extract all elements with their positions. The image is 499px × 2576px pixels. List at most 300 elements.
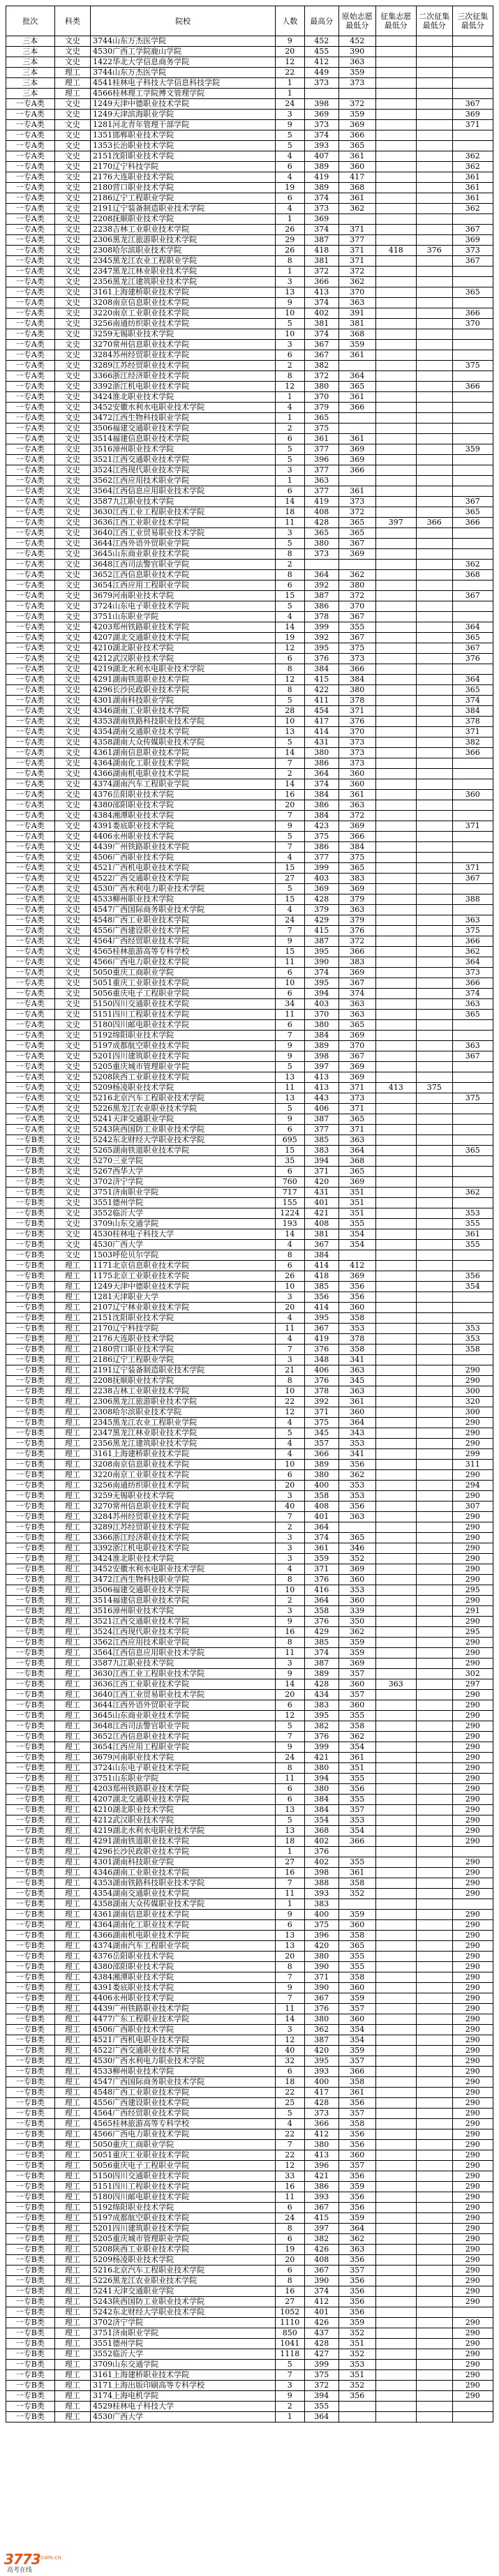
batch-cell: 一专A类 bbox=[6, 863, 55, 874]
second-min-cell bbox=[416, 507, 452, 518]
second-min-cell bbox=[416, 1428, 452, 1439]
category-cell: 文史 bbox=[54, 1146, 91, 1156]
second-min-cell bbox=[416, 989, 452, 999]
category-cell: 文史 bbox=[54, 1051, 91, 1062]
original-min-cell: 379 bbox=[338, 894, 375, 905]
supplement-min-cell bbox=[375, 1826, 416, 1836]
category-cell: 文史 bbox=[54, 225, 91, 235]
max-score-cell: 380 bbox=[304, 2014, 338, 2025]
table-row bbox=[6, 1941, 493, 1952]
third-min-cell: 290 bbox=[452, 2297, 493, 2307]
original-min-cell: 381 bbox=[338, 319, 375, 329]
category-cell: 文史 bbox=[54, 915, 91, 926]
supplement-min-cell bbox=[375, 1146, 416, 1156]
max-score-cell: 377 bbox=[304, 1125, 338, 1135]
category-cell: 理工 bbox=[54, 1648, 91, 1658]
table-row bbox=[6, 1250, 493, 1261]
original-min-cell: 367 bbox=[338, 539, 375, 549]
count-cell: 3 bbox=[276, 1491, 305, 1502]
category-cell: 文史 bbox=[54, 518, 91, 528]
category-cell: 文史 bbox=[54, 968, 91, 978]
original-min-cell: 365 bbox=[338, 528, 375, 539]
count-cell: 3 bbox=[276, 1543, 305, 1554]
school-cell: 4439广州铁路职业技术学院 bbox=[91, 842, 276, 853]
supplement-min-cell bbox=[375, 1334, 416, 1345]
supplement-min-cell bbox=[375, 1910, 416, 1920]
table-row bbox=[6, 978, 493, 989]
category-cell: 文史 bbox=[54, 769, 91, 779]
count-cell: 5 bbox=[276, 1104, 305, 1114]
max-score-cell: 386 bbox=[304, 800, 338, 811]
category-cell: 文史 bbox=[54, 476, 91, 486]
school-cell: 3392浙江机电职业技术学院 bbox=[91, 382, 276, 392]
table-row bbox=[6, 151, 493, 162]
school-cell: 4296长沙民政职业技术学院 bbox=[91, 685, 276, 696]
third-min-cell: 290 bbox=[452, 1700, 493, 1711]
third-min-cell bbox=[452, 298, 493, 308]
count-cell: 6 bbox=[276, 434, 305, 444]
table-row bbox=[6, 1627, 493, 1638]
third-min-cell: 290 bbox=[452, 1931, 493, 1941]
school-cell: 3709山东交通学院 bbox=[91, 2360, 276, 2370]
school-cell: 5201四川建筑职业技术学院 bbox=[91, 2224, 276, 2234]
batch-cell: 一专A类 bbox=[6, 162, 55, 172]
third-min-cell: 366 bbox=[452, 382, 493, 392]
category-cell: 文史 bbox=[54, 874, 91, 884]
batch-cell: 一专B类 bbox=[6, 1533, 55, 1543]
max-score-cell: 397 bbox=[304, 1062, 338, 1072]
table-row bbox=[6, 737, 493, 748]
category-cell: 理工 bbox=[54, 1732, 91, 1742]
category-cell: 理工 bbox=[54, 1292, 91, 1303]
school-cell: 1171北京信息职业技术学院 bbox=[91, 1261, 276, 1271]
third-min-cell: 290 bbox=[452, 2129, 493, 2140]
third-min-cell: 290 bbox=[452, 2140, 493, 2150]
batch-cell: 一专B类 bbox=[6, 2255, 55, 2266]
school-cell: 3506福建交通职业技术学院 bbox=[91, 424, 276, 434]
school-cell: 4530广西大学 bbox=[91, 2412, 276, 2423]
school-cell: 5151四川工程职业技术学院 bbox=[91, 2182, 276, 2192]
count-cell: 7 bbox=[276, 1732, 305, 1742]
school-cell: 4374湖南汽车工程职业学院 bbox=[91, 779, 276, 790]
category-cell: 理工 bbox=[54, 1763, 91, 1774]
supplement-min-cell bbox=[375, 915, 416, 926]
category-cell: 文史 bbox=[54, 486, 91, 497]
third-min-cell: 290 bbox=[452, 2286, 493, 2297]
count-cell: 4 bbox=[276, 853, 305, 863]
third-min-cell: 367 bbox=[452, 591, 493, 601]
table-row bbox=[6, 968, 493, 978]
third-min-cell: 378 bbox=[452, 717, 493, 727]
original-min-cell: 383 bbox=[338, 957, 375, 968]
category-cell: 理工 bbox=[54, 1658, 91, 1669]
category-cell: 理工 bbox=[54, 1533, 91, 1543]
supplement-min-cell bbox=[375, 905, 416, 915]
second-min-cell bbox=[416, 1522, 452, 1533]
table-row bbox=[6, 539, 493, 549]
original-min-cell: 371 bbox=[338, 1083, 375, 1093]
original-min-cell: 360 bbox=[338, 1303, 375, 1313]
third-min-cell: 290 bbox=[452, 1575, 493, 1585]
second-min-cell bbox=[416, 1470, 452, 1481]
count-cell: 7 bbox=[276, 2370, 305, 2381]
second-min-cell bbox=[416, 1271, 452, 1282]
supplement-min-cell bbox=[375, 2297, 416, 2307]
third-min-cell: 294 bbox=[452, 1481, 493, 1491]
batch-cell: 一专B类 bbox=[6, 1847, 55, 1857]
count-cell: 11 bbox=[276, 1648, 305, 1658]
batch-cell: 一专A类 bbox=[6, 392, 55, 403]
second-min-cell bbox=[416, 1878, 452, 1889]
table-row bbox=[6, 1114, 493, 1125]
original-min-cell: 341 bbox=[338, 1355, 375, 1365]
count-cell: 26 bbox=[276, 246, 305, 256]
original-min-cell: 359 bbox=[338, 1910, 375, 1920]
third-min-cell: 290 bbox=[452, 1774, 493, 1784]
second-min-cell bbox=[416, 570, 452, 581]
table-row bbox=[6, 1543, 493, 1554]
count-cell: 14 bbox=[276, 1229, 305, 1240]
second-min-cell bbox=[416, 1208, 452, 1219]
max-score-cell: 383 bbox=[304, 1899, 338, 1910]
second-min-cell bbox=[416, 350, 452, 361]
school-cell: 5226黑龙江农业职业技术学院 bbox=[91, 2276, 276, 2286]
batch-cell: 一专A类 bbox=[6, 528, 55, 539]
second-min-cell bbox=[416, 717, 452, 727]
original-min-cell: 366 bbox=[338, 947, 375, 957]
table-row bbox=[6, 277, 493, 287]
third-min-cell: 290 bbox=[452, 1533, 493, 1543]
original-min-cell: 363 bbox=[338, 1386, 375, 1397]
third-min-cell bbox=[452, 1177, 493, 1188]
second-min-cell bbox=[416, 1491, 452, 1502]
original-min-cell: 365 bbox=[338, 518, 375, 528]
batch-cell: 一专A类 bbox=[6, 968, 55, 978]
supplement-min-cell bbox=[375, 340, 416, 350]
count-cell: 1 bbox=[276, 267, 305, 277]
original-min-cell: 357 bbox=[338, 2266, 375, 2276]
category-cell: 理工 bbox=[54, 68, 91, 78]
category-cell: 理工 bbox=[54, 1805, 91, 1815]
original-min-cell: 351 bbox=[338, 1188, 375, 1198]
supplement-min-cell bbox=[375, 444, 416, 455]
table-row bbox=[6, 1522, 493, 1533]
table-row bbox=[6, 811, 493, 821]
third-min-cell bbox=[452, 1250, 493, 1261]
school-cell: 4533柳州职业技术学院 bbox=[91, 2067, 276, 2077]
third-min-cell: 290 bbox=[452, 1648, 493, 1658]
supplement-min-cell bbox=[375, 622, 416, 633]
batch-cell: 一专B类 bbox=[6, 1365, 55, 1376]
max-score-cell: 392 bbox=[304, 1397, 338, 1407]
third-min-cell bbox=[452, 2402, 493, 2412]
category-cell: 文史 bbox=[54, 779, 91, 790]
batch-cell: 一专B类 bbox=[6, 1763, 55, 1774]
second-min-cell bbox=[416, 1617, 452, 1627]
school-cell: 5226黑龙江农业职业技术学院 bbox=[91, 1104, 276, 1114]
original-min-cell: 373 bbox=[338, 748, 375, 758]
original-min-cell: 355 bbox=[338, 1711, 375, 1721]
table-row bbox=[6, 1365, 493, 1376]
original-min-cell: 358 bbox=[338, 2077, 375, 2088]
supplement-min-cell bbox=[375, 235, 416, 246]
original-min-cell bbox=[338, 2412, 375, 2423]
count-cell: 6 bbox=[276, 1020, 305, 1031]
original-min-cell: 355 bbox=[338, 1795, 375, 1805]
max-score-cell: 376 bbox=[304, 1617, 338, 1627]
second-min-cell bbox=[416, 1711, 452, 1721]
max-score-cell: 379 bbox=[304, 403, 338, 413]
batch-cell: 一专B类 bbox=[6, 2349, 55, 2360]
batch-cell: 一专B类 bbox=[6, 1962, 55, 1972]
table-row bbox=[6, 821, 493, 832]
third-min-cell: 290 bbox=[452, 1742, 493, 1753]
school-cell: 4353湖南铁路科技职业技术学院 bbox=[91, 1878, 276, 1889]
second-min-cell bbox=[416, 643, 452, 654]
table-row bbox=[6, 2109, 493, 2119]
max-score-cell: 413 bbox=[304, 1072, 338, 1083]
third-min-cell: 361 bbox=[452, 183, 493, 193]
second-min-cell bbox=[416, 905, 452, 915]
third-min-cell: 290 bbox=[452, 1972, 493, 1983]
supplement-min-cell bbox=[375, 1292, 416, 1303]
school-cell: 4207湖北交通职业技术学院 bbox=[91, 1795, 276, 1805]
original-min-cell: 354 bbox=[338, 1826, 375, 1836]
table-row bbox=[6, 894, 493, 905]
supplement-min-cell bbox=[375, 1397, 416, 1407]
batch-cell: 一专B类 bbox=[6, 1240, 55, 1250]
school-cell: 4376岳阳职业技术学院 bbox=[91, 790, 276, 800]
original-min-cell bbox=[338, 560, 375, 570]
original-min-cell: 365 bbox=[338, 1533, 375, 1543]
school-cell: 3552临沂大学 bbox=[91, 2349, 276, 2360]
category-cell: 理工 bbox=[54, 2171, 91, 2182]
original-min-cell: 364 bbox=[338, 2224, 375, 2234]
original-min-cell: 363 bbox=[338, 298, 375, 308]
category-cell: 理工 bbox=[54, 1721, 91, 1732]
school-cell: 3654江西应用工程职业学院 bbox=[91, 1742, 276, 1753]
category-cell: 理工 bbox=[54, 1303, 91, 1313]
batch-cell: 一专A类 bbox=[6, 905, 55, 915]
second-min-cell bbox=[416, 183, 452, 193]
second-min-cell bbox=[416, 2140, 452, 2150]
max-score-cell: 395 bbox=[304, 947, 338, 957]
batch-cell: 三本 bbox=[6, 89, 55, 99]
original-min-cell: 373 bbox=[338, 497, 375, 507]
second-min-cell bbox=[416, 465, 452, 476]
category-cell: 文史 bbox=[54, 1020, 91, 1031]
table-row bbox=[6, 68, 493, 78]
batch-cell: 一专A类 bbox=[6, 256, 55, 267]
supplement-min-cell: 413 bbox=[375, 1083, 416, 1093]
supplement-min-cell bbox=[375, 214, 416, 225]
supplement-min-cell bbox=[375, 1188, 416, 1198]
second-min-cell bbox=[416, 706, 452, 717]
second-min-cell bbox=[416, 1376, 452, 1386]
second-min-cell bbox=[416, 424, 452, 434]
third-min-cell bbox=[452, 842, 493, 853]
supplement-min-cell bbox=[375, 2046, 416, 2056]
second-min-cell bbox=[416, 1753, 452, 1763]
school-cell: 4406永州职业技术学院 bbox=[91, 1993, 276, 2004]
third-min-cell bbox=[452, 486, 493, 497]
category-cell: 理工 bbox=[54, 1407, 91, 1418]
category-cell: 文史 bbox=[54, 539, 91, 549]
batch-cell: 一专A类 bbox=[6, 884, 55, 894]
count-cell: 5 bbox=[276, 444, 305, 455]
batch-cell: 一专A类 bbox=[6, 1020, 55, 1031]
batch-cell: 一专B类 bbox=[6, 2381, 55, 2391]
max-score-cell: 376 bbox=[304, 1575, 338, 1585]
category-cell: 文史 bbox=[54, 36, 91, 47]
max-score-cell: 419 bbox=[304, 1334, 338, 1345]
second-min-cell bbox=[416, 1135, 452, 1146]
original-min-cell: 359 bbox=[338, 2046, 375, 2056]
max-score-cell: 356 bbox=[304, 1292, 338, 1303]
third-min-cell: 290 bbox=[452, 2318, 493, 2328]
max-score-cell: 454 bbox=[304, 706, 338, 717]
max-score-cell: 393 bbox=[304, 1889, 338, 1899]
max-score-cell: 366 bbox=[304, 2119, 338, 2129]
category-cell: 文史 bbox=[54, 570, 91, 581]
category-cell: 文史 bbox=[54, 235, 91, 246]
count-cell: 32 bbox=[276, 2056, 305, 2067]
third-min-cell: 290 bbox=[452, 2150, 493, 2161]
second-min-cell bbox=[416, 1167, 452, 1177]
second-min-cell bbox=[416, 2255, 452, 2266]
supplement-min-cell bbox=[375, 57, 416, 68]
school-cell: 3644江西外语外贸职业学院 bbox=[91, 539, 276, 549]
category-cell: 理工 bbox=[54, 1386, 91, 1397]
original-min-cell: 363 bbox=[338, 1365, 375, 1376]
third-min-cell: 290 bbox=[452, 1439, 493, 1449]
table-row bbox=[6, 78, 493, 89]
supplement-min-cell bbox=[375, 1418, 416, 1428]
category-cell: 文史 bbox=[54, 528, 91, 539]
original-min-cell: 359 bbox=[338, 68, 375, 78]
original-min-cell bbox=[338, 424, 375, 434]
school-cell: 4406永州职业技术学院 bbox=[91, 832, 276, 842]
table-row bbox=[6, 884, 493, 894]
supplement-min-cell bbox=[375, 874, 416, 884]
school-cell: 4521广西机电职业技术学院 bbox=[91, 863, 276, 874]
count-cell: 2 bbox=[276, 1596, 305, 1606]
count-cell: 22 bbox=[276, 2129, 305, 2140]
max-score-cell: 345 bbox=[304, 1428, 338, 1439]
category-cell: 文史 bbox=[54, 287, 91, 298]
third-min-cell: 300 bbox=[452, 1386, 493, 1397]
supplement-min-cell bbox=[375, 1763, 416, 1774]
school-cell: 5192绵阳职业技术学院 bbox=[91, 2203, 276, 2213]
school-cell: 3521江西交通职业技术学院 bbox=[91, 1617, 276, 1627]
school-cell: 4506广西职业技术学院 bbox=[91, 2025, 276, 2035]
school-cell: 2308哈尔滨职业技术学院 bbox=[91, 1407, 276, 1418]
table-row bbox=[6, 1188, 493, 1198]
count-cell: 6 bbox=[276, 2266, 305, 2276]
count-cell: 7 bbox=[276, 1972, 305, 1983]
max-score-cell: 373 bbox=[304, 204, 338, 214]
original-min-cell: 360 bbox=[338, 1407, 375, 1418]
supplement-min-cell bbox=[375, 1669, 416, 1679]
batch-cell: 一专B类 bbox=[6, 2098, 55, 2109]
supplement-min-cell bbox=[375, 486, 416, 497]
table-row bbox=[6, 769, 493, 779]
second-min-cell bbox=[416, 1638, 452, 1648]
count-cell: 7 bbox=[276, 926, 305, 936]
batch-cell: 一专A类 bbox=[6, 643, 55, 654]
second-min-cell bbox=[416, 758, 452, 769]
school-cell: 4210湖北职业技术学院 bbox=[91, 643, 276, 654]
count-cell: 14 bbox=[276, 779, 305, 790]
category-cell: 文史 bbox=[54, 957, 91, 968]
max-score-cell: 394 bbox=[304, 1156, 338, 1167]
second-min-cell bbox=[416, 1847, 452, 1857]
school-cell: 3256南通纺织职业技术学院 bbox=[91, 319, 276, 329]
third-min-cell: 290 bbox=[452, 2328, 493, 2339]
second-min-cell bbox=[416, 2328, 452, 2339]
third-min-cell: 290 bbox=[452, 2109, 493, 2119]
max-score-cell: 420 bbox=[304, 1941, 338, 1952]
header-row bbox=[6, 6, 493, 36]
third-min-cell: 363 bbox=[452, 999, 493, 1010]
category-cell: 文史 bbox=[54, 622, 91, 633]
second-min-cell bbox=[416, 1303, 452, 1313]
max-score-cell: 422 bbox=[304, 685, 338, 696]
second-min-cell bbox=[416, 361, 452, 371]
third-min-cell bbox=[452, 581, 493, 591]
category-cell: 理工 bbox=[54, 1345, 91, 1355]
school-cell: 1281河北青年管理干部学院 bbox=[91, 120, 276, 130]
table-row bbox=[6, 2182, 493, 2192]
second-min-cell bbox=[416, 444, 452, 455]
count-cell: 6 bbox=[276, 581, 305, 591]
table-row bbox=[6, 675, 493, 685]
supplement-min-cell bbox=[375, 884, 416, 894]
max-score-cell: 386 bbox=[304, 601, 338, 612]
table-row bbox=[6, 1470, 493, 1481]
category-cell: 文史 bbox=[54, 465, 91, 476]
school-cell: 3709山东交通学院 bbox=[91, 1219, 276, 1229]
count-cell: 19 bbox=[276, 183, 305, 193]
max-score-cell: 388 bbox=[304, 1878, 338, 1889]
batch-cell: 一专B类 bbox=[6, 1219, 55, 1229]
batch-cell: 一专A类 bbox=[6, 1010, 55, 1020]
original-min-cell bbox=[338, 89, 375, 99]
table-row bbox=[6, 361, 493, 371]
max-score-cell: 387 bbox=[304, 235, 338, 246]
table-row bbox=[6, 926, 493, 936]
supplement-min-cell bbox=[375, 204, 416, 214]
school-cell: 2347黑龙江林业职业技术学院 bbox=[91, 267, 276, 277]
original-min-cell: 367 bbox=[338, 1051, 375, 1062]
max-score-cell: 384 bbox=[304, 790, 338, 800]
third-min-cell: 290 bbox=[452, 1470, 493, 1481]
school-cell: 4354湖南交通职业技术学院 bbox=[91, 727, 276, 737]
count-cell: 6 bbox=[276, 1167, 305, 1177]
third-min-cell bbox=[452, 267, 493, 277]
third-min-cell bbox=[452, 1031, 493, 1041]
original-min-cell: 384 bbox=[338, 842, 375, 853]
original-min-cell: 366 bbox=[338, 2067, 375, 2077]
original-min-cell: 376 bbox=[338, 717, 375, 727]
batch-cell: 一专B类 bbox=[6, 2109, 55, 2119]
count-cell: 8 bbox=[276, 549, 305, 560]
school-cell: 4547广西国际商务职业技术学院 bbox=[91, 905, 276, 915]
category-cell: 文史 bbox=[54, 1010, 91, 1020]
batch-cell: 一专A类 bbox=[6, 1062, 55, 1072]
max-score-cell: 415 bbox=[304, 2213, 338, 2224]
max-score-cell: 376 bbox=[304, 1345, 338, 1355]
